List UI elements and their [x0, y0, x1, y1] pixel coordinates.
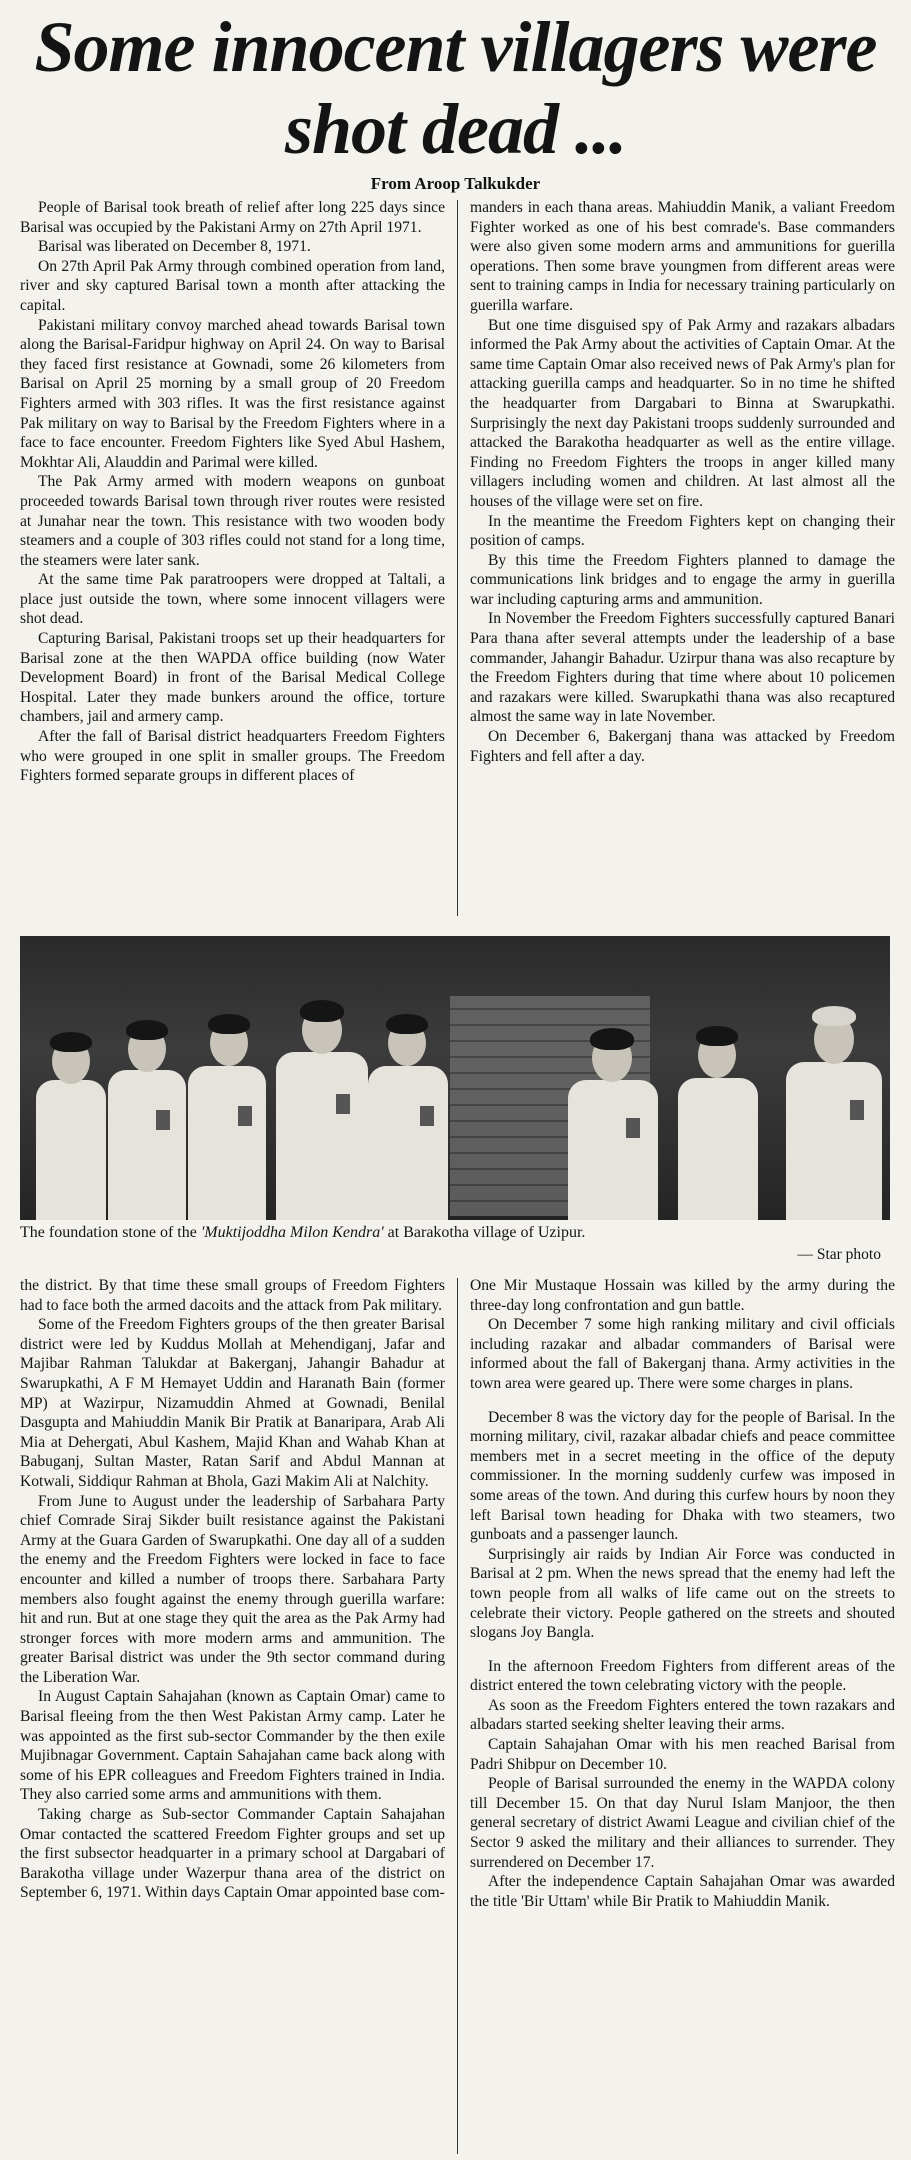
paragraph: People of Barisal took breath of relief after long 225 days since Barisal was occupied by the Pakistani Army on 27th April 1971.: [20, 199, 445, 236]
paragraph: In August Captain Sahajahan (known as Captain Omar) came to Barisal fleeing from the then West Pakistan Army camp. Later he was appointed as the first sub-sector Commander by the then exile Mujibnagar Government. Captain Sahajahan came back along with some of his EPR colleagues and Freedom Fighters trained in India. They also carried some arms and ammunitions with them.: [20, 1688, 445, 1804]
paragraph: People of Barisal surrounded the enemy in the WAPDA colony till December 15. On that day Nurul Islam Manjoor, the then general secretary of district Awami League and civilian chief of the Sector 9 asked the military and their alliances to surrender. They surrendered on December 17.: [470, 1775, 895, 1871]
article-column-3: [20, 1276, 445, 2156]
byline: From Aroop Talkukder: [370, 174, 541, 193]
paragraph: Capturing Barisal, Pakistani troops set up their headquarters for Barisal zone at the then WAPDA office building (now Water Development Board) in front of the Barisal Medical College Hospital. Later they made bunkers around the office, torture chambers, jail and armery camp.: [20, 630, 445, 726]
paragraph: Pakistani military convoy marched ahead towards Barisal town along the Barisal-Faridpur highway on April 24. On way to Barisal they faced first resistance at Gownadi, some 26 kilometers from Barisal on April 25 morning by a small group of 20 Freedom Fighters armed with 303 rifles. It was the first resistance against Pak military on way to Barisal by the Freedom Fighters where in a face to face encounter. Freedom Fighters like Syed Abul Hashem, Mokhtar Ali, Alauddin and Parimal were killed.: [20, 316, 445, 471]
paragraph: After the independence Captain Sahajahan Omar was awarded the title 'Bir Uttam' while Bir Pratik to Mahiuddin Manik.: [470, 1873, 895, 1910]
column-rule: [457, 1278, 458, 2154]
person-figure: [560, 1000, 660, 1220]
paragraph: Surprisingly air raids by Indian Air Force was conducted in Barisal at 2 pm. When the news spread that the enemy had left the town people from all walks of life came out on the streets to celebrate their victory. People gathered on the streets and shouted slogans Joy Bangla.: [470, 1545, 895, 1642]
article-column-2: [470, 198, 895, 918]
photo-credit: — Star photo: [797, 1246, 881, 1263]
paragraph: On December 7 some high ranking military and civil officials including razakar and albadar commanders of Barisal were informed about the fall of Bakerganj thana. Army activities in the town area were geared up. There were some charges in plans.: [470, 1316, 895, 1392]
person-figure: [670, 990, 760, 1220]
person-figure: [270, 960, 370, 1220]
article-column-1: [20, 198, 445, 918]
paragraph: December 8 was the victory day for the people of Barisal. In the morning military, civil, razakar albadar chiefs and peace committee members met in a secret meeting in the office of the deputy commissioner. In the morning suddenly curfew was imposed in some areas of the town. And during this curfew hours by noon they left Barisal town heading for Dhaka with two steamers, two gunboats and a passenger launch.: [470, 1408, 895, 1544]
paragraph: In November the Freedom Fighters successfully captured Banari Para thana after several attempts under the leadership of a base commander, Jahangir Bahadur. Uzirpur thana was also recapture by the Freedom Fighters during that time where about 10 policemen and razakars were killed. Swarupkathi thana was also recaptured almost the same way in late November.: [470, 610, 895, 726]
caption-text: at Barakotha village of Uzipur.: [383, 1224, 586, 1241]
person-figure: [780, 970, 885, 1220]
paragraph: Taking charge as Sub-sector Commander Captain Sahajahan Omar contacted the scattered Freedom Fighter groups and set up the first subsector headquarter in a primary school at Dargabari of Barakotha village under Wazerpur thana area of the district on September 6, 1971. Within days Captain Omar appointed base com-: [20, 1806, 445, 1902]
paragraph: Captain Sahajahan Omar with his men reached Barisal from Padri Shibpur on December 10.: [470, 1736, 895, 1773]
paragraph: the district. By that time these small groups of Freedom Fighters had to face both the armed dacoits and the attack from Pak military.: [20, 1277, 445, 1314]
paragraph: The Pak Army armed with modern weapons on gunboat proceeded towards Barisal town through river routes were resisted at Junahar near the town. This resistance with two wooden body steamers and a couple of 303 rifles could not stand for a long time, the steamers were later sank.: [20, 473, 445, 569]
column-rule: [457, 200, 458, 916]
paragraph: As soon as the Freedom Fighters entered the town razakars and albadars started seeking shelter leaving their arms.: [470, 1696, 895, 1734]
paragraph: In the meantime the Freedom Fighters kept on changing their position of camps.: [470, 512, 895, 550]
paragraph: manders in each thana areas. Mahiuddin Manik, a valiant Freedom Fighter worked as one of his best comrade's. Base commanders were also given some modern arms and ammunitions for guerilla operations. Then some brave youngmen from different areas were sent to training camps in India for necessary training particularly on guerilla warfare.: [470, 199, 895, 314]
article-column-4: [470, 1276, 895, 2156]
paragraph: At the same time Pak paratroopers were dropped at Taltali, a place just outside the town, where some innocent villagers were shot dead.: [20, 571, 445, 628]
person-figure: [360, 970, 450, 1220]
person-figure: [180, 970, 270, 1220]
paragraph: On 27th April Pak Army through combined operation from land, river and sky captured Barisal town a month after attacking the capital.: [20, 257, 445, 314]
person-figure: [100, 980, 190, 1220]
person-figure: [30, 1000, 110, 1220]
paragraph: By this time the Freedom Fighters planned to damage the communications link bridges and to engage the army in guerilla war including capturing arms and ammunition.: [470, 551, 895, 608]
paragraph: On December 6, Bakerganj thana was attacked by Freedom Fighters and fell after a day.: [470, 728, 895, 765]
caption-emphasis: 'Muktijoddha Milon Kendra': [200, 1224, 384, 1241]
headline: Some innocent villagers were shot dead ...: [34, 7, 877, 169]
paragraph: After the fall of Barisal district headquarters Freedom Fighters who were grouped in one split in smaller groups. The Freedom Fighters formed separate groups in different places of: [20, 728, 445, 785]
caption-text: The foundation stone of the: [20, 1224, 201, 1241]
paragraph: Some of the Freedom Fighters groups of the then greater Barisal district were led by Kuddus Mollah at Mehendiganj, Jafar and Majibar Rahman Talukdar at Bakerganj, Jahangir Bahadur at Swarupkathi, A F M Hemayet Uddin and Haranath Bain (former MP) at Wazirpur, Nizamuddin Ahmed at Gownadi, Benilal Dasgupta and Mahiuddin Manik Bir Pratik at Banaripara, Arab Ali Mia at Dehergati, Abul Kashem, Majid Khan and Wahab Khan at Babuganj, Sultan Master, Ratan Sarif and Abdul Mannan at Kotwali, Siddiqur Rahman at Bhola, Gazi Makim Ali at Nalchity.: [20, 1316, 445, 1490]
paragraph: In the afternoon Freedom Fighters from different areas of the district entered the town celebrating victory with the people.: [470, 1657, 895, 1695]
paragraph: Barisal was liberated on December 8, 1971.: [38, 238, 311, 256]
group-photo: [20, 936, 890, 1220]
paragraph: One Mir Mustaque Hossain was killed by the army during the three-day long confrontation and gun battle.: [470, 1277, 895, 1314]
paragraph: But one time disguised spy of Pak Army and razakars albadars informed the Pak Army about the activities of Captain Omar. At the same time Captain Omar also received news of Pak Army's plan for attacking guerilla camps and headquarter. So in no time he shifted the headquarter from Dargabari to Binna at Swarupkathi. Surprisingly the next day Pakistani troops suddenly surrounded and attacked the Barakotha headquarter as well as the entire village. Finding no Freedom Fighters the troops in anger killed many villagers including women and children. At last almost all the houses of the village were set on fire.: [470, 316, 895, 510]
photo-caption: [20, 1224, 890, 1242]
paragraph: From June to August under the leadership of Sarbahara Party chief Comrade Siraj Sikder built resistance against the Pakistani Army at the Guara Garden of Swarupkathi. One day all of a sudden the enemy and the Freedom Fighters were locked in face to face encounter and killed a number of troops there. Sarbahara Party members also fought against the enemy through guerilla warfare: hit and run. But at one stage they quit the area as the Pak Army had stronger forces with more modern arms and ammunition. The greater Barisal district was under the 9th sector command during the Liberation War.: [20, 1492, 445, 1686]
